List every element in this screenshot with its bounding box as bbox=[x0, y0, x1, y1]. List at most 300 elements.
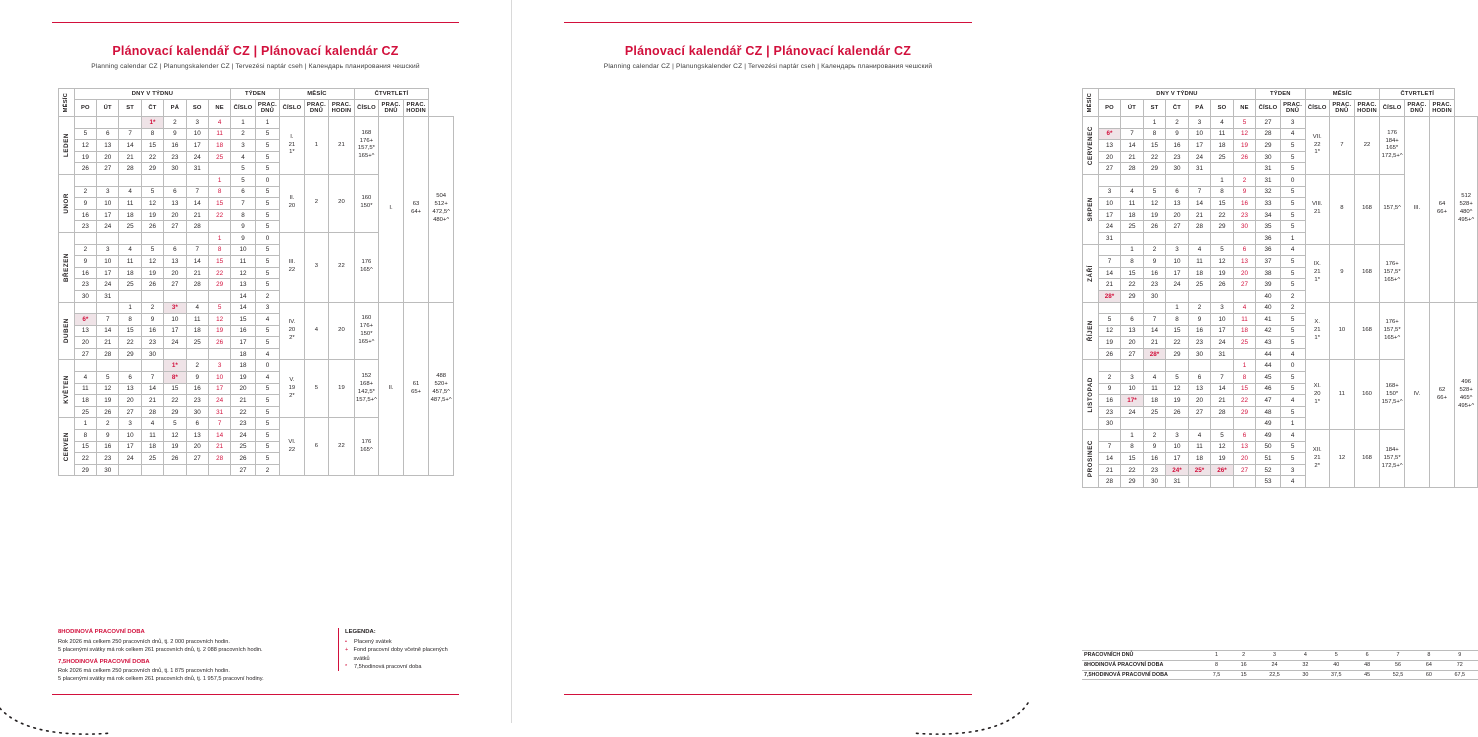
week-workdays-cell: 4 bbox=[1280, 395, 1305, 407]
week-number-cell: 12 bbox=[231, 267, 255, 279]
week-workdays-cell: 5 bbox=[255, 198, 280, 210]
day-cell: 22 bbox=[74, 453, 96, 465]
header-dow-út: ÚT bbox=[97, 100, 119, 117]
month-label: ČERVEN bbox=[59, 418, 75, 476]
note-8h-line2: 5 placenými svátky má rok celkem 261 pracovních dnů, tj. 2 088 pracovních hodin. bbox=[58, 646, 263, 653]
day-cell: 28 bbox=[141, 406, 163, 418]
day-cell: 13 bbox=[1121, 325, 1144, 337]
header-month-group: MĚSÍC bbox=[1305, 89, 1380, 100]
day-cell: 17 bbox=[97, 267, 119, 279]
summary-value: 16 bbox=[1231, 660, 1256, 670]
day-cell: 17 bbox=[1166, 453, 1189, 465]
day-cell: 25 bbox=[1233, 337, 1256, 349]
week-workdays-cell: 3 bbox=[1280, 117, 1305, 129]
header-week: TÝDEN bbox=[231, 89, 280, 100]
day-cell bbox=[1233, 418, 1256, 430]
day-cell bbox=[208, 464, 230, 476]
day-cell: 4 bbox=[1121, 186, 1144, 198]
month-workhours-cell: 176 165^ bbox=[354, 232, 379, 302]
day-cell bbox=[186, 290, 208, 302]
day-cell: 9 bbox=[1188, 314, 1211, 326]
day-cell: 3 bbox=[1211, 302, 1234, 314]
day-cell: 14 bbox=[186, 256, 208, 268]
day-cell bbox=[141, 360, 163, 372]
day-cell bbox=[186, 232, 208, 244]
day-cell: 21 bbox=[1188, 209, 1211, 221]
day-cell: 2 bbox=[186, 360, 208, 372]
week-number-cell: 53 bbox=[1256, 476, 1280, 488]
day-cell: 20 bbox=[97, 151, 119, 163]
day-cell: 27 bbox=[97, 163, 119, 175]
day-cell: 21 bbox=[1098, 279, 1121, 291]
day-cell bbox=[1211, 360, 1234, 372]
day-cell: 23 bbox=[1098, 406, 1121, 418]
month-workhours-cell: 152 168+ 142,5* 157,5+^ bbox=[354, 360, 379, 418]
week-number-cell: 9 bbox=[231, 221, 255, 233]
summary-value: 60 bbox=[1416, 670, 1441, 680]
day-cell: 12 bbox=[1166, 383, 1189, 395]
day-cell: 12 bbox=[141, 256, 163, 268]
month-number-cell: 4 bbox=[304, 302, 329, 360]
week-number-cell: 31 bbox=[1256, 174, 1280, 186]
header-month-workhours: PRAC. HODIN bbox=[1354, 100, 1380, 117]
day-cell: 23 bbox=[1143, 279, 1166, 291]
month-workdays-cell: 20 bbox=[329, 174, 354, 232]
header-days-of-week: DNY V TÝDNU bbox=[1098, 89, 1256, 100]
day-cell: 20 bbox=[119, 395, 141, 407]
day-cell: 22 bbox=[208, 267, 230, 279]
day-cell: 13 bbox=[1098, 140, 1121, 152]
day-cell: 14 bbox=[186, 198, 208, 210]
month-label: ZÁŘÍ bbox=[1083, 244, 1099, 302]
day-cell: 30 bbox=[1143, 290, 1166, 302]
week-workdays-cell: 5 bbox=[255, 221, 280, 233]
day-cell: 21 bbox=[1121, 151, 1144, 163]
day-cell: 17 bbox=[119, 441, 141, 453]
quarter-workdays-cell: 62 66+ bbox=[1429, 302, 1455, 488]
day-cell bbox=[1166, 290, 1189, 302]
month-label: PROSINEC bbox=[1083, 430, 1099, 488]
workdays-summary-table bbox=[1082, 650, 1478, 680]
week-number-cell: 11 bbox=[231, 256, 255, 268]
week-number-cell: 1 bbox=[231, 117, 255, 129]
day-cell: 14 bbox=[1098, 453, 1121, 465]
day-cell bbox=[1211, 418, 1234, 430]
day-cell: 26 bbox=[164, 453, 186, 465]
day-cell: 30 bbox=[1143, 476, 1166, 488]
header-dow-pá: PÁ bbox=[1188, 100, 1211, 117]
day-cell bbox=[1188, 360, 1211, 372]
week-workdays-cell: 5 bbox=[1280, 267, 1305, 279]
week-workdays-cell: 5 bbox=[255, 279, 280, 291]
day-cell: 26* bbox=[1211, 464, 1234, 476]
day-cell: 13 bbox=[119, 383, 141, 395]
week-workdays-cell: 5 bbox=[255, 337, 280, 349]
day-cell: 2 bbox=[1188, 302, 1211, 314]
day-cell: 30 bbox=[1098, 418, 1121, 430]
day-cell: 10 bbox=[119, 430, 141, 442]
day-cell: 11 bbox=[74, 383, 96, 395]
month-label: LISTOPAD bbox=[1083, 360, 1099, 430]
week-number-cell: 39 bbox=[1256, 279, 1280, 291]
day-cell: 19 bbox=[1143, 209, 1166, 221]
day-cell: 1 bbox=[208, 232, 230, 244]
day-cell bbox=[1098, 302, 1121, 314]
summary-value: 8 bbox=[1416, 651, 1441, 661]
header-dow-ne: NE bbox=[208, 100, 230, 117]
day-cell: 20 bbox=[164, 209, 186, 221]
day-cell: 28 bbox=[1098, 476, 1121, 488]
day-cell: 14 bbox=[97, 325, 119, 337]
header-dow-ne: NE bbox=[1233, 100, 1256, 117]
day-cell: 28 bbox=[186, 221, 208, 233]
day-cell: 3 bbox=[208, 360, 230, 372]
day-cell: 19 bbox=[1233, 140, 1256, 152]
day-cell: 16 bbox=[74, 209, 96, 221]
day-cell: 30 bbox=[1166, 163, 1189, 175]
day-cell: 15 bbox=[1233, 383, 1256, 395]
day-cell: 1 bbox=[208, 174, 230, 186]
week-workdays-cell: 5 bbox=[255, 441, 280, 453]
summary-row-label: 8HODINOVÁ PRACOVNÍ DOBA bbox=[1082, 660, 1202, 670]
week-workdays-cell: 0 bbox=[255, 232, 280, 244]
day-cell: 22 bbox=[208, 209, 230, 221]
day-cell: 30 bbox=[186, 406, 208, 418]
day-cell: 28 bbox=[1121, 163, 1144, 175]
day-cell: 11 bbox=[1188, 441, 1211, 453]
day-cell: 28 bbox=[1211, 406, 1234, 418]
week-workdays-cell: 0 bbox=[255, 360, 280, 372]
week-number-cell: 9 bbox=[231, 232, 255, 244]
month-number-cell: 7 bbox=[1329, 117, 1354, 175]
footnotes bbox=[58, 628, 328, 688]
month-number-cell: 6 bbox=[304, 418, 329, 476]
week-number-cell: 16 bbox=[231, 325, 255, 337]
day-cell: 2 bbox=[1166, 117, 1189, 129]
legend-text-fund: Fond pracovní doby včetně placených svátků bbox=[353, 647, 448, 662]
day-cell: 12 bbox=[1233, 128, 1256, 140]
day-cell: 14 bbox=[1188, 198, 1211, 210]
week-number-cell: 40 bbox=[1256, 290, 1280, 302]
day-cell: 4 bbox=[1211, 117, 1234, 129]
week-number-cell: 51 bbox=[1256, 453, 1280, 465]
day-cell: 18 bbox=[141, 441, 163, 453]
day-cell bbox=[1188, 418, 1211, 430]
header-quarter-workdays: PRAC. DNŮ bbox=[379, 100, 404, 117]
day-cell: 9 bbox=[141, 314, 163, 326]
day-cell: 27 bbox=[74, 348, 96, 360]
day-cell: 5 bbox=[208, 302, 230, 314]
day-cell: 11 bbox=[141, 430, 163, 442]
summary-row bbox=[1082, 651, 1478, 661]
day-cell: 17 bbox=[164, 325, 186, 337]
day-cell: 4 bbox=[119, 244, 141, 256]
day-cell: 23 bbox=[74, 221, 96, 233]
day-cell: 22 bbox=[1121, 279, 1144, 291]
legend-text-holiday: Placený svátek bbox=[354, 638, 392, 645]
day-cell: 24 bbox=[208, 395, 230, 407]
day-cell: 4 bbox=[1188, 430, 1211, 442]
day-cell bbox=[97, 117, 119, 129]
day-cell: 12 bbox=[208, 314, 230, 326]
day-cell: 27 bbox=[1233, 279, 1256, 291]
week-workdays-cell: 5 bbox=[255, 383, 280, 395]
day-cell: 6 bbox=[97, 128, 119, 140]
day-cell: 7 bbox=[141, 372, 163, 384]
title-main-sk: Plánovací kalendár CZ bbox=[261, 44, 399, 58]
week-number-cell: 35 bbox=[1256, 221, 1280, 233]
week-workdays-cell: 2 bbox=[1280, 302, 1305, 314]
month-week-number-cell: VII. 22 1* bbox=[1305, 117, 1329, 175]
day-cell bbox=[141, 464, 163, 476]
corner-arc-decoration bbox=[0, 691, 114, 737]
month-week-number-cell: V. 19 2* bbox=[280, 360, 304, 418]
day-cell: 22 bbox=[1143, 151, 1166, 163]
day-cell: 8 bbox=[74, 430, 96, 442]
table-row bbox=[59, 302, 454, 314]
quarter-workhours-cell: 488 520+ 457,5^ 487,5+^ bbox=[429, 302, 454, 476]
week-number-cell: 24 bbox=[231, 430, 255, 442]
day-cell: 23 bbox=[1143, 464, 1166, 476]
day-cell: 29 bbox=[74, 464, 96, 476]
header-quarter-workhours: PRAC. HODIN bbox=[1429, 100, 1455, 117]
day-cell: 1 bbox=[74, 418, 96, 430]
top-rule bbox=[52, 22, 459, 23]
month-label: BŘEZEN bbox=[59, 232, 75, 302]
day-cell: 29 bbox=[119, 348, 141, 360]
day-cell bbox=[1211, 290, 1234, 302]
note-75h-line1: Rok 2026 má celkem 250 pracovních dnů, tj. 1 875 pracovních hodin. bbox=[58, 668, 230, 675]
month-workdays-cell: 168 bbox=[1354, 302, 1380, 360]
day-cell: 29 bbox=[1211, 221, 1234, 233]
day-cell: 12 bbox=[97, 383, 119, 395]
day-cell: 17 bbox=[1098, 209, 1121, 221]
day-cell: 10 bbox=[97, 198, 119, 210]
day-cell: 13 bbox=[186, 430, 208, 442]
day-cell: 16 bbox=[97, 441, 119, 453]
day-cell: 12 bbox=[1211, 256, 1234, 268]
day-cell: 8 bbox=[1121, 256, 1144, 268]
day-cell: 26 bbox=[1143, 221, 1166, 233]
day-cell: 11 bbox=[1233, 314, 1256, 326]
day-cell: 2 bbox=[74, 244, 96, 256]
day-cell: 20 bbox=[1233, 267, 1256, 279]
day-cell: 19 bbox=[1166, 395, 1189, 407]
day-cell: 25 bbox=[186, 337, 208, 349]
corner-arc-decoration bbox=[910, 691, 1030, 737]
day-cell: 2 bbox=[1098, 372, 1121, 384]
day-cell: 20 bbox=[74, 337, 96, 349]
month-workhours-cell: 157,5^ bbox=[1380, 174, 1405, 244]
day-cell: 3 bbox=[1098, 186, 1121, 198]
title-separator: | bbox=[253, 44, 258, 58]
quarter-workhours-cell: 504 512+ 472,5^ 480+^ bbox=[429, 117, 454, 303]
day-cell: 15 bbox=[1121, 267, 1144, 279]
day-cell: 27 bbox=[119, 406, 141, 418]
header-week-workdays: PRAC. DNŮ bbox=[1280, 100, 1305, 117]
day-cell: 21 bbox=[186, 267, 208, 279]
day-cell: 17 bbox=[1166, 267, 1189, 279]
month-number-cell: 11 bbox=[1329, 360, 1354, 430]
day-cell: 15 bbox=[1121, 453, 1144, 465]
day-cell bbox=[97, 174, 119, 186]
legend bbox=[338, 628, 456, 671]
week-workdays-cell: 2 bbox=[1280, 290, 1305, 302]
day-cell: 16 bbox=[1098, 395, 1121, 407]
day-cell: 6 bbox=[1188, 372, 1211, 384]
day-cell: 28 bbox=[186, 279, 208, 291]
day-cell bbox=[1121, 117, 1144, 129]
day-cell bbox=[208, 163, 230, 175]
week-workdays-cell: 5 bbox=[1280, 314, 1305, 326]
summary-value: 2 bbox=[1231, 651, 1256, 661]
week-workdays-cell: 5 bbox=[1280, 337, 1305, 349]
week-workdays-cell: 0 bbox=[255, 174, 280, 186]
day-cell: 29 bbox=[1121, 290, 1144, 302]
day-cell: 2 bbox=[74, 186, 96, 198]
day-cell: 1 bbox=[1166, 302, 1189, 314]
month-number-cell: 10 bbox=[1329, 302, 1354, 360]
week-workdays-cell: 4 bbox=[1280, 244, 1305, 256]
day-cell: 1 bbox=[1211, 174, 1234, 186]
day-cell: 24 bbox=[1166, 279, 1189, 291]
week-number-cell: 48 bbox=[1256, 406, 1280, 418]
day-cell: 5 bbox=[1143, 186, 1166, 198]
header-quarter-number: ČÍSLO bbox=[1380, 100, 1405, 117]
header-month-workdays: PRAC. DNŮ bbox=[304, 100, 329, 117]
day-cell: 3* bbox=[164, 302, 186, 314]
week-number-cell: 28 bbox=[1256, 128, 1280, 140]
day-cell: 14 bbox=[119, 140, 141, 152]
header-month: MĚSÍC bbox=[59, 89, 75, 117]
day-cell: 1 bbox=[1121, 430, 1144, 442]
summary-value: 48 bbox=[1354, 660, 1379, 670]
day-cell: 1 bbox=[1233, 360, 1256, 372]
day-cell: 5 bbox=[1166, 372, 1189, 384]
day-cell: 28* bbox=[1098, 290, 1121, 302]
day-cell: 28 bbox=[97, 348, 119, 360]
day-cell: 5 bbox=[141, 186, 163, 198]
header-quarter-number: ČÍSLO bbox=[354, 100, 379, 117]
quarter-workdays-cell: 63 64+ bbox=[403, 117, 428, 303]
day-cell: 13 bbox=[97, 140, 119, 152]
header-week-number: ČÍSLO bbox=[231, 100, 255, 117]
week-workdays-cell: 5 bbox=[255, 267, 280, 279]
day-cell: 7 bbox=[1143, 314, 1166, 326]
week-workdays-cell: 5 bbox=[1280, 151, 1305, 163]
day-cell: 20 bbox=[1121, 337, 1144, 349]
day-cell: 2 bbox=[1143, 244, 1166, 256]
day-cell: 5 bbox=[97, 372, 119, 384]
summary-value: 40 bbox=[1318, 660, 1355, 670]
summary-row-label: 7,5HODINOVÁ PRACOVNÍ DOBA bbox=[1082, 670, 1202, 680]
day-cell: 15 bbox=[1166, 325, 1189, 337]
day-cell: 14 bbox=[1121, 140, 1144, 152]
day-cell: 17* bbox=[1121, 395, 1144, 407]
month-workdays-cell: 22 bbox=[329, 418, 354, 476]
summary-value: 7,5 bbox=[1202, 670, 1231, 680]
day-cell: 8 bbox=[1211, 186, 1234, 198]
week-workdays-cell: 4 bbox=[1280, 348, 1305, 360]
day-cell: 29 bbox=[1143, 163, 1166, 175]
week-number-cell: 2 bbox=[231, 128, 255, 140]
title-subtitle: Planning calendar CZ | Planungskalender CZ | Tervezési naptár cseh | Календарь планирования чешский bbox=[603, 63, 933, 70]
day-cell: 4 bbox=[1188, 244, 1211, 256]
day-cell: 6 bbox=[1233, 244, 1256, 256]
day-cell: 3 bbox=[119, 418, 141, 430]
day-cell: 8 bbox=[1233, 372, 1256, 384]
summary-value: 32 bbox=[1293, 660, 1318, 670]
week-number-cell: 44 bbox=[1256, 348, 1280, 360]
week-workdays-cell: 4 bbox=[255, 348, 280, 360]
header-dow-út: ÚT bbox=[1121, 100, 1144, 117]
day-cell: 13 bbox=[1166, 198, 1189, 210]
day-cell: 3 bbox=[186, 117, 208, 129]
day-cell bbox=[1143, 174, 1166, 186]
day-cell bbox=[119, 290, 141, 302]
header-month-number: ČÍSLO bbox=[280, 100, 304, 117]
day-cell bbox=[1121, 302, 1144, 314]
day-cell: 24 bbox=[97, 221, 119, 233]
day-cell: 8 bbox=[1143, 128, 1166, 140]
week-workdays-cell: 5 bbox=[255, 256, 280, 268]
day-cell: 19 bbox=[74, 151, 96, 163]
day-cell: 6 bbox=[186, 418, 208, 430]
header-dow-po: PO bbox=[74, 100, 96, 117]
week-workdays-cell: 4 bbox=[1280, 430, 1305, 442]
day-cell bbox=[141, 174, 163, 186]
day-cell: 24 bbox=[1211, 337, 1234, 349]
summary-value: 72 bbox=[1441, 660, 1478, 670]
day-cell: 10 bbox=[1098, 198, 1121, 210]
day-cell bbox=[186, 464, 208, 476]
week-workdays-cell: 2 bbox=[255, 464, 280, 476]
quarter-workhours-cell: 496 528+ 465^ 495+^ bbox=[1455, 302, 1478, 488]
day-cell: 30 bbox=[1188, 348, 1211, 360]
day-cell: 18 bbox=[1188, 453, 1211, 465]
week-workdays-cell: 5 bbox=[255, 395, 280, 407]
day-cell: 6 bbox=[164, 186, 186, 198]
day-cell: 5 bbox=[1211, 244, 1234, 256]
day-cell: 15 bbox=[119, 325, 141, 337]
day-cell: 16 bbox=[1188, 325, 1211, 337]
day-cell: 15 bbox=[141, 140, 163, 152]
month-workdays-cell: 21 bbox=[329, 117, 354, 175]
week-workdays-cell: 5 bbox=[255, 209, 280, 221]
table-row bbox=[1083, 117, 1478, 129]
day-cell: 4 bbox=[186, 302, 208, 314]
day-cell: 25 bbox=[1188, 279, 1211, 291]
day-cell bbox=[1211, 476, 1234, 488]
day-cell: 25 bbox=[1121, 221, 1144, 233]
day-cell bbox=[1098, 360, 1121, 372]
week-workdays-cell: 5 bbox=[1280, 279, 1305, 291]
day-cell: 8 bbox=[208, 186, 230, 198]
week-workdays-cell: 5 bbox=[1280, 140, 1305, 152]
day-cell bbox=[1188, 232, 1211, 244]
day-cell: 1 bbox=[119, 302, 141, 314]
day-cell: 9 bbox=[186, 372, 208, 384]
week-workdays-cell: 5 bbox=[255, 453, 280, 465]
day-cell: 18 bbox=[1143, 395, 1166, 407]
day-cell bbox=[208, 221, 230, 233]
day-cell: 9 bbox=[1233, 186, 1256, 198]
day-cell: 16 bbox=[141, 325, 163, 337]
day-cell bbox=[164, 464, 186, 476]
day-cell bbox=[1121, 360, 1144, 372]
header-month-workdays: PRAC. DNŮ bbox=[1329, 100, 1354, 117]
summary-value: 3 bbox=[1256, 651, 1293, 661]
